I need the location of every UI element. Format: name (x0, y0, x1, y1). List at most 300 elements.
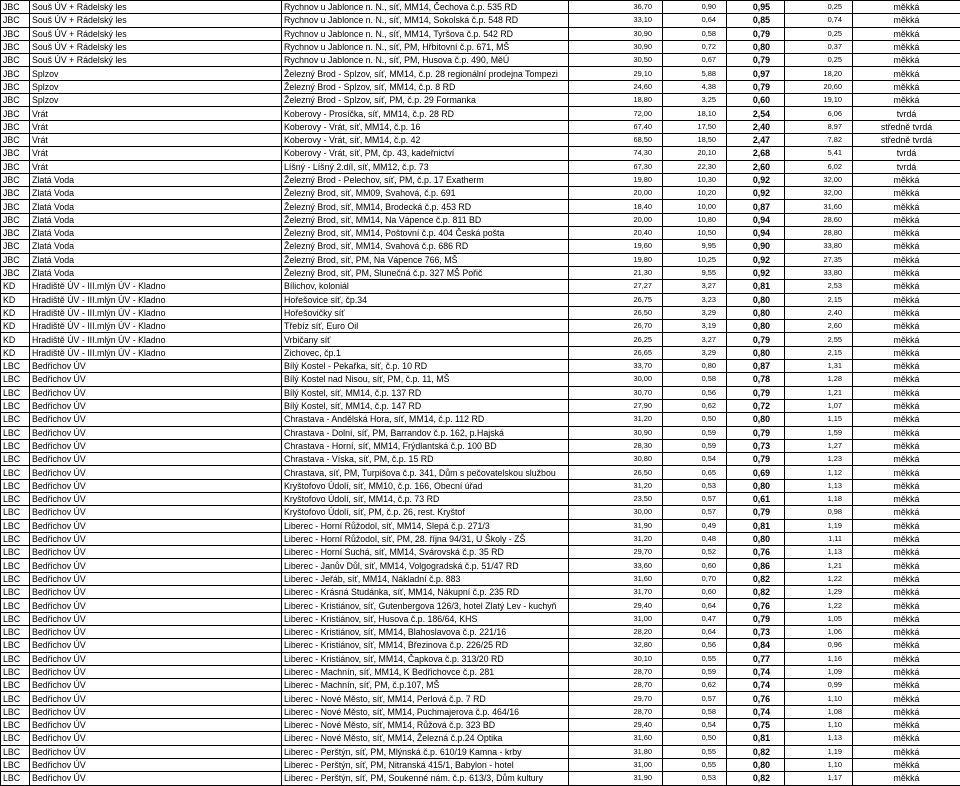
region-cell: JBC (1, 94, 30, 107)
value4-cell: 1,59 (785, 426, 853, 439)
hardness-cell: 0,97 (727, 67, 785, 80)
value2-cell: 0,67 (663, 54, 727, 67)
region-cell: LBC (1, 532, 30, 545)
region-cell: JBC (1, 14, 30, 27)
value2-cell: 18,10 (663, 107, 727, 120)
region-cell: LBC (1, 758, 30, 771)
hardness-category-cell: měkká (853, 213, 960, 226)
hardness-cell: 0,80 (727, 758, 785, 771)
value2-cell: 18,50 (663, 133, 727, 146)
value1-cell: 72,00 (569, 107, 663, 120)
source-cell: Vrát (30, 133, 282, 146)
value2-cell: 0,59 (663, 426, 727, 439)
hardness-cell: 0,81 (727, 519, 785, 532)
value2-cell: 3,27 (663, 280, 727, 293)
value4-cell: 2,15 (785, 346, 853, 359)
source-cell: Splzov (30, 80, 282, 93)
region-cell: LBC (1, 546, 30, 559)
source-cell: Hradiště ÚV - III.mlýn ÚV - Kladno (30, 346, 282, 359)
sampling-point-cell: Rychnov u Jablonce n. N., síť, PM, Husova č.p. 490, MěÚ (282, 54, 569, 67)
value1-cell: 33,10 (569, 14, 663, 27)
sampling-point-cell: Liberec - Kristiánov, síť, MM14, Čapkova č.p. 313/20 RD (282, 652, 569, 665)
value1-cell: 30,00 (569, 506, 663, 519)
sampling-point-cell: Liberec - Nové Město, síť, MM14, Perlová č.p. 7 RD (282, 692, 569, 705)
value1-cell: 26,75 (569, 293, 663, 306)
value1-cell: 30,10 (569, 652, 663, 665)
value4-cell: 31,60 (785, 200, 853, 213)
hardness-category-cell: tvrdá (853, 107, 960, 120)
hardness-cell: 0,92 (727, 266, 785, 279)
source-cell: Bedřichov ÚV (30, 519, 282, 532)
hardness-cell: 0,80 (727, 306, 785, 319)
sampling-point-cell: Železný Brod, síť, MM14, Na Vápence č.p. 811 BD (282, 213, 569, 226)
table-row (1, 107, 960, 120)
region-cell: LBC (1, 599, 30, 612)
hardness-category-cell: měkká (853, 506, 960, 519)
value2-cell: 10,25 (663, 253, 727, 266)
hardness-cell: 0,82 (727, 572, 785, 585)
value4-cell: 6,06 (785, 107, 853, 120)
region-cell: LBC (1, 413, 30, 426)
value4-cell: 1,19 (785, 745, 853, 758)
value2-cell: 3,27 (663, 333, 727, 346)
value2-cell: 10,50 (663, 227, 727, 240)
sampling-point-cell: Liberec - Kristiánov, síť, MM14, Březinova č.p. 226/25 RD (282, 639, 569, 652)
value2-cell: 0,60 (663, 586, 727, 599)
region-cell: LBC (1, 399, 30, 412)
value2-cell: 0,49 (663, 519, 727, 532)
table-row (1, 559, 960, 572)
value1-cell: 20,00 (569, 187, 663, 200)
source-cell: Souš ÚV + Rádelský les (30, 14, 282, 27)
hardness-category-cell: měkká (853, 200, 960, 213)
region-cell: LBC (1, 453, 30, 466)
source-cell: Bedřichov ÚV (30, 386, 282, 399)
table-row (1, 266, 960, 279)
source-cell: Bedřichov ÚV (30, 546, 282, 559)
hardness-category-cell: měkká (853, 14, 960, 27)
source-cell: Bedřichov ÚV (30, 652, 282, 665)
source-cell: Bedřichov ÚV (30, 665, 282, 678)
value4-cell: 28,80 (785, 227, 853, 240)
value2-cell: 0,72 (663, 40, 727, 53)
hardness-category-cell: měkká (853, 519, 960, 532)
hardness-cell: 0,69 (727, 466, 785, 479)
value2-cell: 0,65 (663, 466, 727, 479)
source-cell: Vrát (30, 160, 282, 173)
hardness-cell: 0,92 (727, 187, 785, 200)
value4-cell: 2,60 (785, 320, 853, 333)
table-row (1, 160, 960, 173)
hardness-cell: 0,90 (727, 240, 785, 253)
hardness-category-cell: měkká (853, 280, 960, 293)
source-cell: Bedřichov ÚV (30, 572, 282, 585)
source-cell: Souš ÚV + Rádelský les (30, 54, 282, 67)
hardness-cell: 2,68 (727, 147, 785, 160)
hardness-cell: 2,47 (727, 133, 785, 146)
region-cell: JBC (1, 173, 30, 186)
hardness-cell: 0,76 (727, 546, 785, 559)
sampling-point-cell: Rychnov u Jablonce n. N., síť, MM14, Čechova č.p. 535 RD (282, 1, 569, 14)
source-cell: Splzov (30, 67, 282, 80)
value4-cell: 1,28 (785, 373, 853, 386)
hardness-category-cell: měkká (853, 80, 960, 93)
value1-cell: 31,20 (569, 413, 663, 426)
source-cell: Bedřichov ÚV (30, 586, 282, 599)
hardness-cell: 0,79 (727, 426, 785, 439)
value2-cell: 3,23 (663, 293, 727, 306)
value2-cell: 0,57 (663, 692, 727, 705)
value2-cell: 0,55 (663, 745, 727, 758)
value4-cell: 0,96 (785, 639, 853, 652)
table-row (1, 546, 960, 559)
region-cell: LBC (1, 559, 30, 572)
hardness-category-cell: měkká (853, 386, 960, 399)
hardness-cell: 0,92 (727, 253, 785, 266)
hardness-cell: 0,80 (727, 40, 785, 53)
sampling-point-cell: Liberec - Jeřáb, síť, MM14, Nákladní č.p. 883 (282, 572, 569, 585)
table-row (1, 120, 960, 133)
value2-cell: 0,56 (663, 386, 727, 399)
value4-cell: 0,98 (785, 506, 853, 519)
value1-cell: 31,80 (569, 745, 663, 758)
table-row (1, 719, 960, 732)
hardness-category-cell: měkká (853, 360, 960, 373)
table-body (1, 1, 960, 786)
value1-cell: 18,40 (569, 200, 663, 213)
hardness-category-cell: měkká (853, 266, 960, 279)
source-cell: Hradiště ÚV - III.mlýn ÚV - Kladno (30, 280, 282, 293)
value1-cell: 31,90 (569, 772, 663, 785)
hardness-cell: 0,80 (727, 479, 785, 492)
sampling-point-cell: Liberec - Nové Město, síť, MM14, Železná č.p.24 Optika (282, 732, 569, 745)
hardness-cell: 0,74 (727, 665, 785, 678)
region-cell: LBC (1, 586, 30, 599)
table-row (1, 586, 960, 599)
table-row (1, 280, 960, 293)
sampling-point-cell: Bílý Kostel - Pekařka, síť, č.p. 10 RD (282, 360, 569, 373)
region-cell: LBC (1, 506, 30, 519)
sampling-point-cell: Liberec - Janův Důl, síť, MM14, Volgogradská č.p. 51/47 RD (282, 559, 569, 572)
source-cell: Bedřichov ÚV (30, 479, 282, 492)
source-cell: Bedřichov ÚV (30, 692, 282, 705)
value2-cell: 0,60 (663, 559, 727, 572)
value1-cell: 31,60 (569, 572, 663, 585)
hardness-category-cell: měkká (853, 679, 960, 692)
table-row (1, 200, 960, 213)
sampling-point-cell: Železný Brod - Splzov, síť, MM14, č.p. 8 RD (282, 80, 569, 93)
sampling-point-cell: Hořešovice síť, čp.34 (282, 293, 569, 306)
value2-cell: 0,90 (663, 1, 727, 14)
hardness-category-cell: měkká (853, 692, 960, 705)
sampling-point-cell: Železný Brod - Splzov, síť, MM14, č.p. 28 regionální prodejna Tompezi (282, 67, 569, 80)
value4-cell: 0,74 (785, 14, 853, 27)
hardness-cell: 0,87 (727, 360, 785, 373)
region-cell: LBC (1, 772, 30, 785)
region-cell: JBC (1, 240, 30, 253)
source-cell: Hradiště ÚV - III.mlýn ÚV - Kladno (30, 320, 282, 333)
value4-cell: 2,40 (785, 306, 853, 319)
table-row (1, 758, 960, 771)
hardness-category-cell: měkká (853, 705, 960, 718)
value4-cell: 1,15 (785, 413, 853, 426)
value1-cell: 29,10 (569, 67, 663, 80)
value1-cell: 67,40 (569, 120, 663, 133)
sampling-point-cell: Bílý Kostel nad Nisou, síť, PM, č.p. 11, MŠ (282, 373, 569, 386)
table-row (1, 732, 960, 745)
region-cell: KD (1, 333, 30, 346)
sampling-point-cell: Chrastava - Horní, síť, MM14, Frýdlantská č.p. 100 BD (282, 439, 569, 452)
value1-cell: 28,70 (569, 705, 663, 718)
value1-cell: 29,40 (569, 719, 663, 732)
hardness-category-cell: měkká (853, 413, 960, 426)
value2-cell: 0,59 (663, 439, 727, 452)
source-cell: Vrát (30, 107, 282, 120)
table-row (1, 54, 960, 67)
sampling-point-cell: Liberec - Machnín, síť, PM, č.p.107, MŠ (282, 679, 569, 692)
value2-cell: 0,58 (663, 27, 727, 40)
hardness-category-cell: měkká (853, 1, 960, 14)
value1-cell: 19,80 (569, 253, 663, 266)
sampling-point-cell: Železný Brod, síť, MM14, Brodecká č.p. 453 RD (282, 200, 569, 213)
table-row (1, 692, 960, 705)
region-cell: JBC (1, 160, 30, 173)
value2-cell: 0,70 (663, 572, 727, 585)
value4-cell: 19,10 (785, 94, 853, 107)
sampling-point-cell: Liberec - Nové Město, síť, MM14, Puchmajerova č.p. 464/16 (282, 705, 569, 718)
hardness-cell: 0,60 (727, 94, 785, 107)
table-row (1, 772, 960, 785)
source-cell: Bedřichov ÚV (30, 559, 282, 572)
sampling-point-cell: Chrastava - Andělská Hora, síť, MM14, č.p. 112 RD (282, 413, 569, 426)
hardness-category-cell: měkká (853, 466, 960, 479)
hardness-category-cell: měkká (853, 572, 960, 585)
sampling-point-cell: Bílý Kostel, síť, MM14, č.p. 147 RD (282, 399, 569, 412)
hardness-category-cell: měkká (853, 67, 960, 80)
value4-cell: 1,13 (785, 732, 853, 745)
value2-cell: 10,20 (663, 187, 727, 200)
source-cell: Bedřichov ÚV (30, 453, 282, 466)
sampling-point-cell: Liberec - Nové Město, síť, MM14, Růžová č.p. 323 BD (282, 719, 569, 732)
hardness-category-cell: měkká (853, 625, 960, 638)
sampling-point-cell: Chrastava, síť, PM, Turpišova č.p. 341, Dům s pečovatelskou službou (282, 466, 569, 479)
table-row (1, 147, 960, 160)
value1-cell: 31,00 (569, 612, 663, 625)
value2-cell: 10,30 (663, 173, 727, 186)
hardness-cell: 0,87 (727, 200, 785, 213)
sampling-point-cell: Železný Brod, síť, MM14, Poštovní č.p. 404 Česká pošta (282, 227, 569, 240)
table-row (1, 413, 960, 426)
sampling-point-cell: Liberec - Perštýn, síť, PM, Mlýnská č.p. 610/19 Kamna - krby (282, 745, 569, 758)
hardness-cell: 0,79 (727, 453, 785, 466)
hardness-category-cell: měkká (853, 758, 960, 771)
region-cell: LBC (1, 719, 30, 732)
region-cell: LBC (1, 679, 30, 692)
hardness-category-cell: měkká (853, 745, 960, 758)
value1-cell: 30,90 (569, 40, 663, 53)
value1-cell: 26,70 (569, 320, 663, 333)
table-row (1, 187, 960, 200)
hardness-cell: 0,80 (727, 346, 785, 359)
value4-cell: 7,82 (785, 133, 853, 146)
value2-cell: 17,50 (663, 120, 727, 133)
value4-cell: 33,80 (785, 266, 853, 279)
value4-cell: 1,09 (785, 665, 853, 678)
hardness-cell: 0,84 (727, 639, 785, 652)
sampling-point-cell: Liberec - Kristiánov, síť, Gutenbergova 126/3, hotel Zlatý Lev - kuchyň (282, 599, 569, 612)
hardness-cell: 2,60 (727, 160, 785, 173)
hardness-category-cell: měkká (853, 772, 960, 785)
region-cell: LBC (1, 479, 30, 492)
region-cell: JBC (1, 266, 30, 279)
region-cell: LBC (1, 705, 30, 718)
table-row (1, 426, 960, 439)
hardness-cell: 0,79 (727, 506, 785, 519)
source-cell: Vrát (30, 120, 282, 133)
source-cell: Bedřichov ÚV (30, 599, 282, 612)
hardness-cell: 0,95 (727, 1, 785, 14)
hardness-cell: 0,80 (727, 293, 785, 306)
source-cell: Zlatá Voda (30, 187, 282, 200)
value4-cell: 28,60 (785, 213, 853, 226)
value1-cell: 36,70 (569, 1, 663, 14)
region-cell: KD (1, 293, 30, 306)
source-cell: Zlatá Voda (30, 213, 282, 226)
hardness-category-cell: měkká (853, 306, 960, 319)
region-cell: LBC (1, 386, 30, 399)
value2-cell: 0,55 (663, 652, 727, 665)
hardness-cell: 0,94 (727, 213, 785, 226)
value2-cell: 0,50 (663, 413, 727, 426)
value2-cell: 20,10 (663, 147, 727, 160)
hardness-category-cell: měkká (853, 40, 960, 53)
value1-cell: 21,30 (569, 266, 663, 279)
hardness-category-cell: měkká (853, 439, 960, 452)
region-cell: LBC (1, 732, 30, 745)
value1-cell: 20,40 (569, 227, 663, 240)
region-cell: JBC (1, 27, 30, 40)
hardness-cell: 0,74 (727, 679, 785, 692)
hardness-category-cell: měkká (853, 479, 960, 492)
source-cell: Bedřichov ÚV (30, 612, 282, 625)
hardness-cell: 0,72 (727, 399, 785, 412)
hardness-cell: 0,80 (727, 532, 785, 545)
sampling-point-cell: Železný Brod - Splzov, síť, PM, č.p. 29 Formanka (282, 94, 569, 107)
region-cell: JBC (1, 120, 30, 133)
value4-cell: 0,99 (785, 679, 853, 692)
sampling-point-cell: Bílichov, koloniál (282, 280, 569, 293)
table-row (1, 386, 960, 399)
value4-cell: 2,15 (785, 293, 853, 306)
region-cell: LBC (1, 439, 30, 452)
value2-cell: 0,52 (663, 546, 727, 559)
region-cell: JBC (1, 147, 30, 160)
value4-cell: 0,37 (785, 40, 853, 53)
value4-cell: 1,22 (785, 599, 853, 612)
table-row (1, 572, 960, 585)
value1-cell: 27,90 (569, 399, 663, 412)
value2-cell: 3,29 (663, 306, 727, 319)
table-row (1, 293, 960, 306)
hardness-category-cell: měkká (853, 426, 960, 439)
value1-cell: 23,50 (569, 492, 663, 505)
value4-cell: 1,29 (785, 586, 853, 599)
value1-cell: 30,80 (569, 453, 663, 466)
value1-cell: 26,50 (569, 306, 663, 319)
hardness-category-cell: tvrdá (853, 147, 960, 160)
value1-cell: 31,90 (569, 519, 663, 532)
source-cell: Zlatá Voda (30, 173, 282, 186)
region-cell: JBC (1, 1, 30, 14)
hardness-category-cell: měkká (853, 732, 960, 745)
value1-cell: 30,90 (569, 27, 663, 40)
value4-cell: 1,06 (785, 625, 853, 638)
hardness-cell: 2,54 (727, 107, 785, 120)
sampling-point-cell: Kryštofovo Údolí, síť, MM10, č.p. 166, Obecní úřad (282, 479, 569, 492)
value1-cell: 26,65 (569, 346, 663, 359)
value1-cell: 30,90 (569, 426, 663, 439)
value1-cell: 27,27 (569, 280, 663, 293)
region-cell: LBC (1, 625, 30, 638)
value2-cell: 0,53 (663, 772, 727, 785)
value4-cell: 1,21 (785, 559, 853, 572)
value1-cell: 19,80 (569, 173, 663, 186)
hardness-category-cell: měkká (853, 399, 960, 412)
table-row (1, 479, 960, 492)
value1-cell: 30,00 (569, 373, 663, 386)
hardness-category-cell: měkká (853, 532, 960, 545)
region-cell: JBC (1, 213, 30, 226)
hardness-cell: 0,80 (727, 320, 785, 333)
sampling-point-cell: Železný Brod, síť, MM09, Svahová, č.p. 691 (282, 187, 569, 200)
sampling-point-cell: Koberovy - Vrát, síť, PM, čp. 43, kadeřnictví (282, 147, 569, 160)
hardness-cell: 0,78 (727, 373, 785, 386)
value1-cell: 31,60 (569, 732, 663, 745)
value4-cell: 1,05 (785, 612, 853, 625)
hardness-cell: 0,81 (727, 280, 785, 293)
value4-cell: 0,25 (785, 54, 853, 67)
table-row (1, 14, 960, 27)
table-row (1, 519, 960, 532)
sampling-point-cell: Líšný - Líšný 2.díl, síť, MM12, č.p. 73 (282, 160, 569, 173)
hardness-cell: 0,79 (727, 386, 785, 399)
hardness-category-cell: měkká (853, 373, 960, 386)
value1-cell: 19,60 (569, 240, 663, 253)
region-cell: LBC (1, 692, 30, 705)
region-cell: JBC (1, 67, 30, 80)
value2-cell: 0,47 (663, 612, 727, 625)
hardness-cell: 0,73 (727, 439, 785, 452)
sampling-point-cell: Kryštofovo Údolí, síť, MM14, č.p. 73 RD (282, 492, 569, 505)
region-cell: KD (1, 280, 30, 293)
table-row (1, 453, 960, 466)
hardness-cell: 0,82 (727, 772, 785, 785)
value4-cell: 32,00 (785, 173, 853, 186)
sampling-point-cell: Liberec - Kristiánov, síť, MM14, Blahoslavova č.p. 221/16 (282, 625, 569, 638)
hardness-cell: 0,86 (727, 559, 785, 572)
hardness-cell: 0,92 (727, 173, 785, 186)
hardness-category-cell: měkká (853, 346, 960, 359)
hardness-category-cell: středně tvrdá (853, 120, 960, 133)
source-cell: Bedřichov ÚV (30, 732, 282, 745)
value4-cell: 1,22 (785, 572, 853, 585)
table-row (1, 240, 960, 253)
value4-cell: 1,13 (785, 479, 853, 492)
sampling-point-cell: Rychnov u Jablonce n. N., síť, MM14, Tyršova č.p. 542 RD (282, 27, 569, 40)
region-cell: LBC (1, 492, 30, 505)
value2-cell: 0,64 (663, 599, 727, 612)
value4-cell: 1,07 (785, 399, 853, 412)
